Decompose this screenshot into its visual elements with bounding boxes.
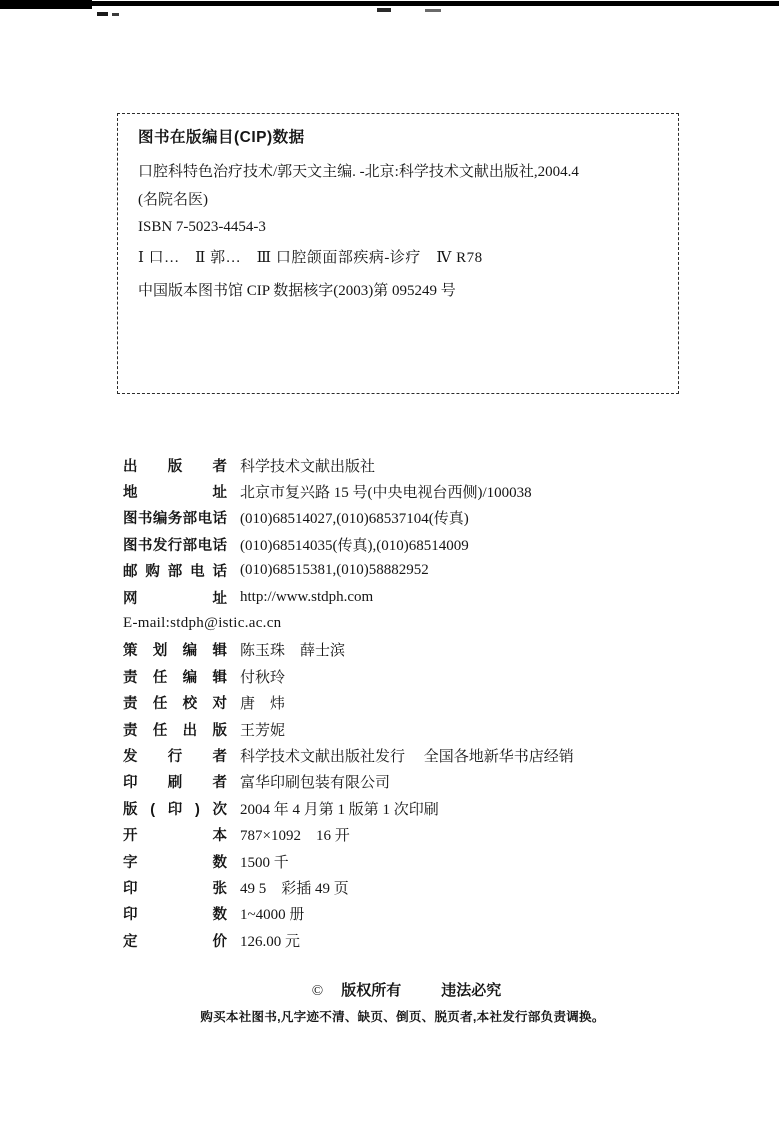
pub-row-edition	[123, 795, 763, 821]
pub-row-planning-editor	[123, 637, 763, 663]
pub-value: (010)68515381,(010)58882952	[240, 562, 429, 579]
pub-row-mailorder-phone	[123, 558, 763, 584]
pub-row-price	[123, 927, 763, 953]
cip-heading: 图书在版编目(CIP)数据	[138, 129, 305, 146]
copyright-text: 版权所有	[341, 982, 402, 999]
pub-row-email	[123, 610, 763, 636]
cip-isbn-line: ISBN 7-5023-4454-3	[138, 219, 266, 235]
scan-artifact-mark	[425, 9, 441, 12]
pub-label: 印数	[123, 907, 227, 924]
exchange-notice: 购买本社图书,凡字迹不清、缺页、倒页、脱页者,本社发行部负责调换。	[200, 1010, 605, 1024]
pub-value: 49 5 彩插 49 页	[240, 880, 349, 897]
pub-label: 责任校对	[123, 696, 227, 713]
pub-label: 定价	[123, 933, 227, 950]
pub-value: 富华印刷包装有限公司	[240, 775, 391, 792]
pub-value: 付秋玲	[240, 669, 286, 686]
pub-row-distribution-phone	[123, 531, 763, 557]
pub-label: 图书编务部电话	[123, 511, 227, 528]
pub-label: 策划编辑	[123, 643, 227, 660]
cip-title-line: 口腔科特色治疗技术/郭天文主编. -北京:科学技术文献出版社,2004.4	[138, 164, 579, 180]
pub-label: 字数	[123, 854, 227, 871]
email-address: E-mail:stdph@istic.ac.cn	[123, 615, 282, 632]
pub-row-format	[123, 821, 763, 847]
pub-row-proofreader	[123, 690, 763, 716]
copyright-statement	[17, 979, 779, 1000]
pub-row-website	[123, 584, 763, 610]
pub-label: 图书发行部电话	[123, 537, 227, 554]
pub-value: (010)68514035(传真),(010)68514009	[240, 537, 469, 554]
pub-label: 责任编辑	[123, 669, 227, 686]
scan-artifact-mark	[97, 12, 108, 16]
pub-row-printer	[123, 769, 763, 795]
pub-label: 印刷者	[123, 775, 227, 792]
copyright-icon: ©	[311, 983, 324, 999]
pub-value: 北京市复兴路 15 号(中央电视台西侧)/100038	[240, 485, 532, 502]
pub-label: 责任出版	[123, 722, 227, 739]
pub-label: 地址	[123, 485, 227, 502]
scan-artifact-bar	[46, 1, 779, 6]
pub-row-editorial-phone	[123, 505, 763, 531]
pub-label: 印张	[123, 880, 227, 897]
pub-row-print-run	[123, 901, 763, 927]
pub-value: (010)68514027,(010)68537104(传真)	[240, 511, 469, 528]
pub-value website-url: http://www.stdph.com	[240, 588, 374, 605]
pub-row-publisher	[123, 452, 763, 478]
scan-artifact-mark	[112, 13, 119, 16]
pub-row-production-editor	[123, 716, 763, 742]
pub-row-distributor	[123, 742, 763, 768]
pub-value: 126.00 元	[240, 933, 301, 950]
pub-value: 1500 千	[240, 854, 289, 871]
cip-series-line: (名院名医)	[138, 191, 208, 208]
pub-label: 网址	[123, 590, 227, 607]
pub-row-address	[123, 478, 763, 504]
pub-label: 版(印)次	[123, 801, 227, 818]
scan-artifact-mark	[377, 8, 391, 12]
pub-label: 开本	[123, 828, 227, 845]
legal-warning-text: 违法必究	[441, 982, 502, 999]
pub-row-printed-sheets	[123, 874, 763, 900]
pub-row-word-count	[123, 848, 763, 874]
pub-value: 唐 炜	[240, 696, 286, 713]
cip-record-line: 中国版本图书馆 CIP 数据核字(2003)第 095249 号	[138, 283, 456, 299]
cip-classification-line: Ⅰ 口… Ⅱ 郭… Ⅲ 口腔颌面部疾病-诊疗 Ⅳ R78	[138, 249, 483, 266]
pub-label: 邮购部电话	[123, 564, 227, 581]
pub-value: 科学技术文献出版社	[240, 458, 376, 475]
pub-label: 发行者	[123, 748, 227, 765]
pub-value: 陈玉珠 薛士滨	[240, 643, 346, 660]
pub-value: 2004 年 4 月第 1 版第 1 次印刷	[240, 801, 439, 818]
pub-label: 出版者	[123, 458, 227, 475]
pub-value: 科学技术文献出版社发行 全国各地新华书店经销	[240, 748, 574, 765]
pub-value: 1~4000 册	[240, 907, 305, 924]
cip-data-box	[117, 113, 679, 394]
pub-row-responsible-editor	[123, 663, 763, 689]
publication-info-list	[123, 452, 763, 953]
pub-value: 787×1092 16 开	[240, 828, 350, 845]
pub-value: 王芳妮	[240, 722, 286, 739]
